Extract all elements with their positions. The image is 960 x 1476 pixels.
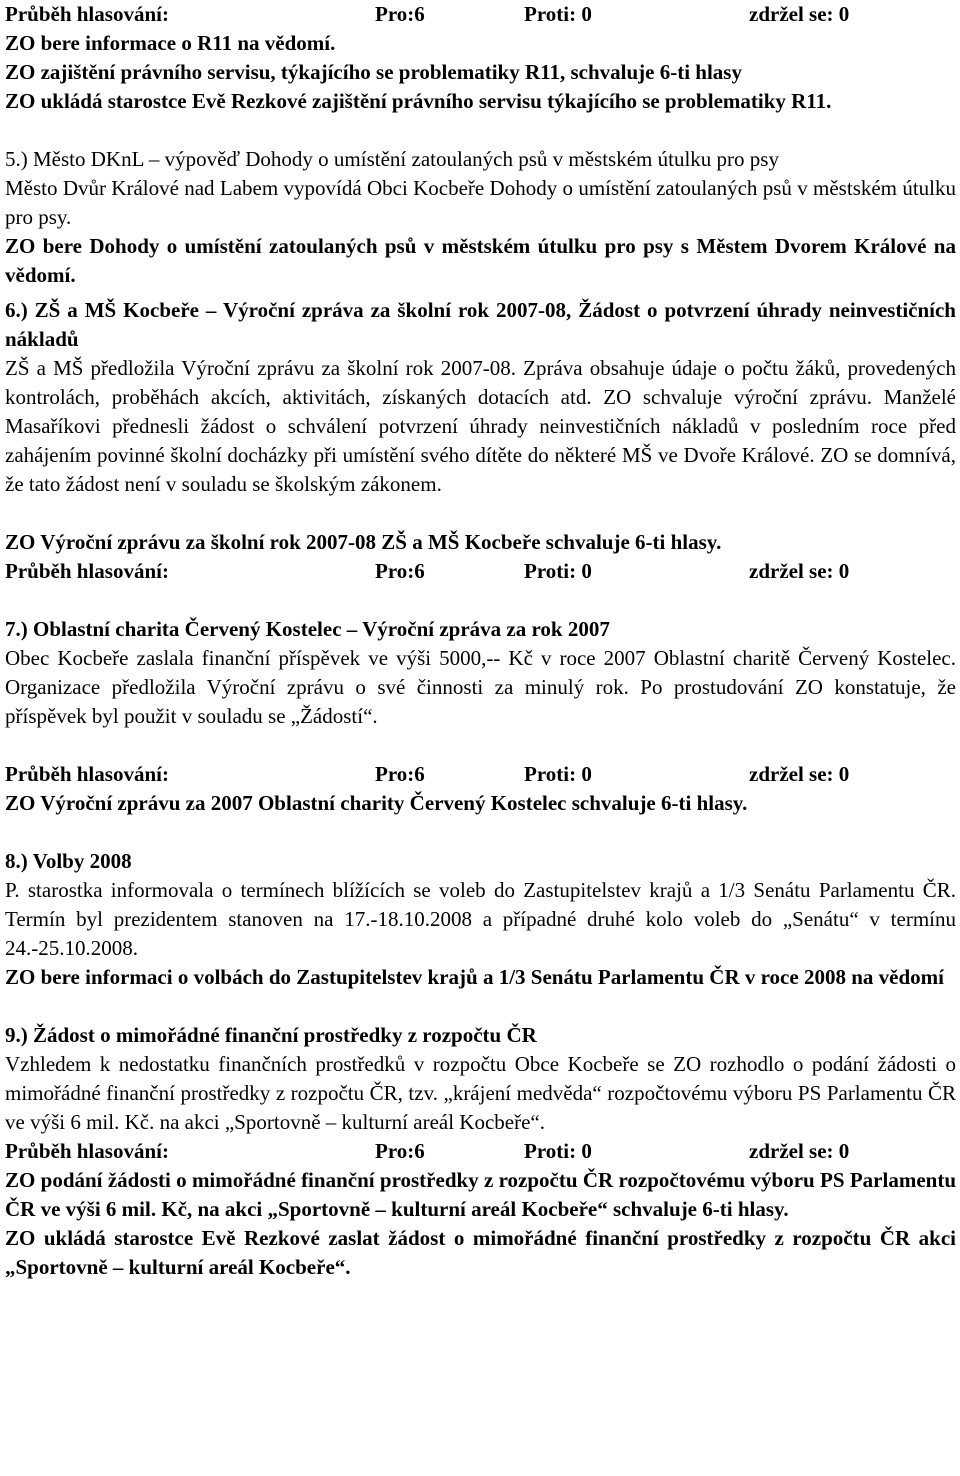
section-9-text: Vzhledem k nedostatku finančních prostředků v rozpočtu Obce Kocbeře se ZO rozhodlo o podání žádosti o mimořádné finanční prostředky z rozpočtu ČR, tzv. „krájení medvěda“ rozpočtovému výboru PS Parlamentu ČR ve výši 6 mil. Kč. na akci „Sportovně – kulturní areál Kocbeře“. <box>5 1052 956 1134</box>
section-6-heading: 6.) ZŠ a MŠ Kocbeře – Výroční zpráva za školní rok 2007-08, Žádost o potvrzení úhrady neinvestičních nákladů <box>5 298 956 351</box>
vote-zdrzel: zdržel se: 0 <box>749 559 850 583</box>
section-5-heading: 5.) Město DKnL – výpověď Dohody o umístění zatoulaných psů v městském útulku pro psy <box>5 147 779 171</box>
resolution-r11-task: ZO ukládá starostce Evě Rezkové zajištění právního servisu týkajícího se problematiky R11. <box>5 89 832 113</box>
section-9-resolution-approve: ZO podání žádosti o mimořádné finanční prostředky z rozpočtu ČR rozpočtovému výboru PS Parlamentu ČR ve výši 6 mil. Kč, na akci „Sportovně – kulturní areál Kocbeře“ schvaluje 6-ti hlasy. <box>5 1168 956 1221</box>
vote-result <box>5 760 956 789</box>
vote-result <box>5 557 956 586</box>
section-8-heading: 8.) Volby 2008 <box>5 849 132 873</box>
vote-title: Průběh hlasování: <box>5 2 169 26</box>
vote-proti: Proti: 0 <box>524 1139 592 1163</box>
vote-pro: Pro:6 <box>375 762 425 786</box>
vote-zdrzel: zdržel se: 0 <box>749 1139 850 1163</box>
vote-proti: Proti: 0 <box>524 762 592 786</box>
vote-zdrzel: zdržel se: 0 <box>749 762 850 786</box>
spacer <box>5 116 956 145</box>
vote-result <box>5 1137 956 1166</box>
vote-proti: Proti: 0 <box>524 559 592 583</box>
section-6-resolution: ZO Výroční zprávu za školní rok 2007-08 ZŠ a MŠ Kocbeře schvaluje 6-ti hlasy. <box>5 530 722 554</box>
section-5-text: Město Dvůr Králové nad Labem vypovídá Obci Kocbeře Dohody o umístění zatoulaných psů v městském útulku pro psy. <box>5 176 956 229</box>
vote-pro: Pro:6 <box>375 559 425 583</box>
section-7-heading: 7.) Oblastní charita Červený Kostelec – Výroční zpráva za rok 2007 <box>5 617 610 641</box>
section-9-resolution-task: ZO ukládá starostce Evě Rezkové zaslat žádost o mimořádné finanční prostředky z rozpočtu ČR akci „Sportovně – kulturní areál Kocbeře“. <box>5 1226 956 1279</box>
section-7-text: Obec Kocbeře zaslala finanční příspěvek ve výši 5000,-- Kč v roce 2007 Oblastní charitě Červený Kostelec. Organizace předložila Výroční zprávu o své činnosti za minulý rok. Po prostudování ZO konstatuje, že příspěvek byl použit v souladu se „Žádostí“. <box>5 646 956 728</box>
vote-pro: Pro:6 <box>375 2 425 26</box>
vote-title: Průběh hlasování: <box>5 1139 169 1163</box>
section-5-resolution: ZO bere Dohody o umístění zatoulaných psů v městském útulku pro psy s Městem Dvorem Králové na vědomí. <box>5 234 956 287</box>
spacer <box>5 731 956 760</box>
section-9-heading: 9.) Žádost o mimořádné finanční prostředky z rozpočtu ČR <box>5 1023 537 1047</box>
resolution-r11-info: ZO bere informace o R11 na vědomí. <box>5 31 336 55</box>
spacer <box>5 992 956 1021</box>
spacer <box>5 499 956 528</box>
section-7-resolution: ZO Výroční zprávu za 2007 Oblastní charity Červený Kostelec schvaluje 6-ti hlasy. <box>5 791 748 815</box>
document-page <box>5 0 956 1282</box>
vote-proti: Proti: 0 <box>524 2 592 26</box>
vote-title: Průběh hlasování: <box>5 559 169 583</box>
section-8-text: P. starostka informovala o termínech blížících se voleb do Zastupitelstev krajů a 1/3 Senátu Parlamentu ČR. Termín byl prezidentem stanoven na 17.-18.10.2008 a případné druhé kolo voleb do „Senátu“ v termínu 24.-25.10.2008. <box>5 878 956 960</box>
spacer <box>5 818 956 847</box>
vote-result <box>5 0 956 29</box>
resolution-r11-legal: ZO zajištění právního servisu, týkajícího se problematiky R11, schvaluje 6-ti hlasy <box>5 60 742 84</box>
spacer <box>5 586 956 615</box>
vote-pro: Pro:6 <box>375 1139 425 1163</box>
vote-title: Průběh hlasování: <box>5 762 169 786</box>
section-8-resolution: ZO bere informaci o volbách do Zastupitelstev krajů a 1/3 Senátu Parlamentu ČR v roce 2008 na vědomí <box>5 965 944 989</box>
vote-zdrzel: zdržel se: 0 <box>749 2 850 26</box>
section-6-text: ZŠ a MŠ předložila Výroční zprávu za školní rok 2007-08. Zpráva obsahuje údaje o počtu žáků, provedených kontrolách, proběhách akcích, aktivitách, získaných dotacích atd. ZO schvaluje výroční zprávu. Manželé Masaříkovi přednesli žádost o schválení potvrzení úhrady neinvestičních nákladů v posledním roce před zahájením povinné školní docházky při umístění svého dítěte do některé MŠ ve Dvoře Králové. ZO se domnívá, že tato žádost není v souladu se školským zákonem. <box>5 356 956 496</box>
